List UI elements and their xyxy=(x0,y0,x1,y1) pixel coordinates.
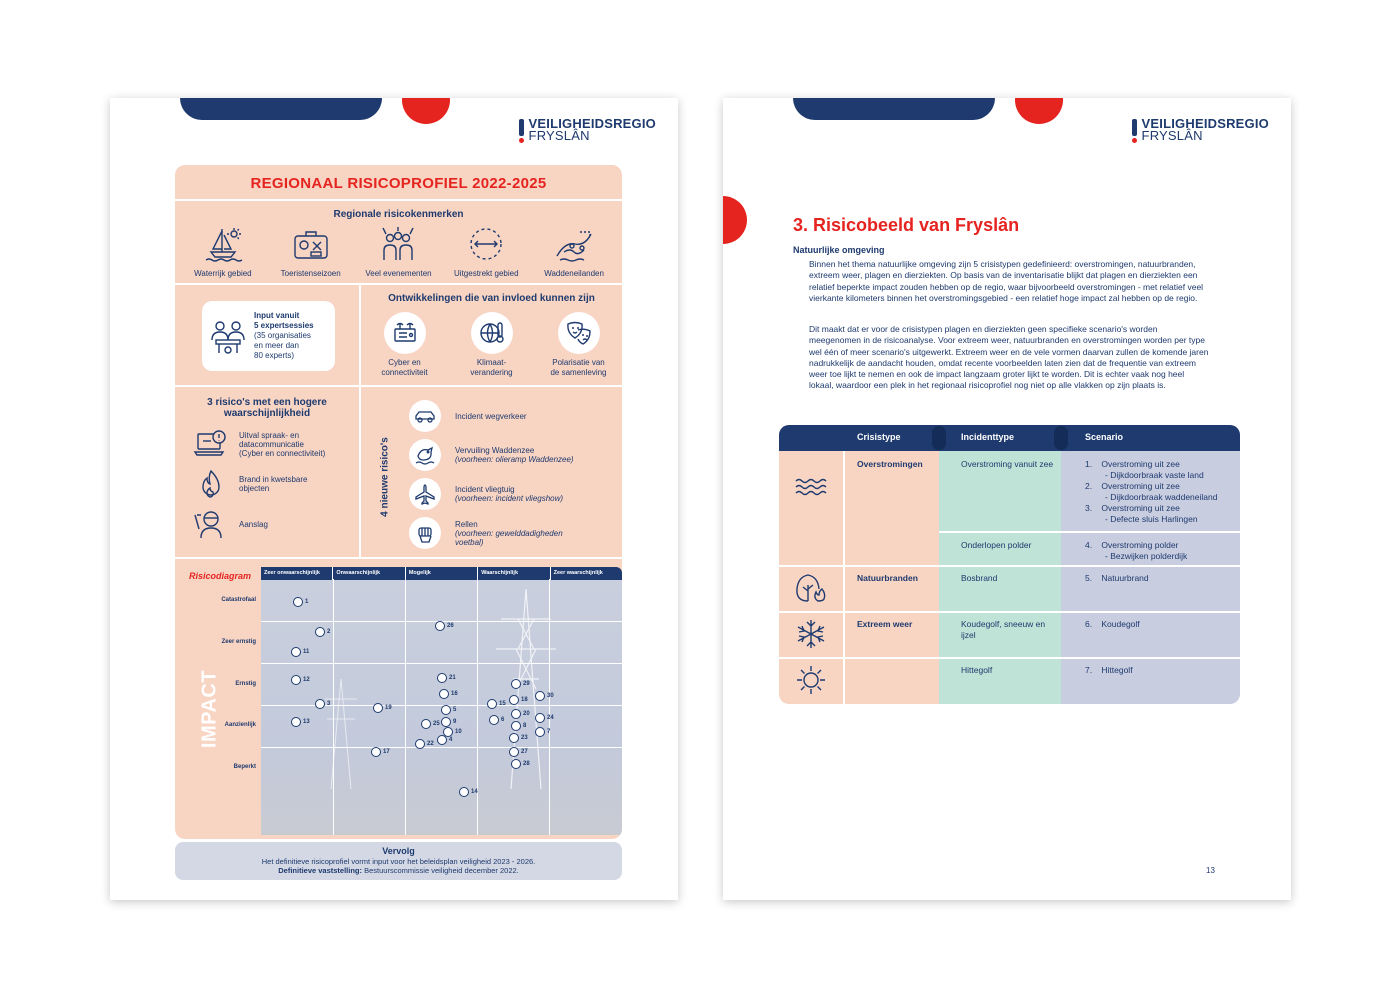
diagram-title: Risicodiagram xyxy=(189,571,252,581)
impact-axis-text: IMPACT xyxy=(198,669,221,749)
luggage-icon xyxy=(291,226,331,262)
risk-marker-number: 22 xyxy=(427,741,434,747)
kenmerken-title: Regionale risicokenmerken xyxy=(333,209,464,220)
risk-marker-number: 13 xyxy=(303,719,310,725)
scenario-num: 4. xyxy=(1085,540,1093,550)
globe-thermometer-icon xyxy=(478,319,506,347)
vervolg-title: Vervolg xyxy=(382,846,415,856)
oil-bird-icon xyxy=(414,444,436,466)
risk-marker-number: 8 xyxy=(523,723,527,729)
left-page xyxy=(110,98,678,900)
logo-line1: VEILIGHEIDSREGIO xyxy=(1141,116,1269,131)
crisis-table xyxy=(779,425,1240,704)
development-label-line: connectiviteit xyxy=(381,368,428,377)
development-label xyxy=(370,358,440,378)
risk-marker-icon xyxy=(489,715,499,725)
diagram-column-label: Zeer onwaarschijnlijk xyxy=(264,570,320,576)
paragraph: Dit maakt dat er voor de crisistypen plagen en dierziekten geen specifieke scenario's worden meegenomen in de risicoanalyse. Voor extreem weer, natuurbranden en overstromingen worden per type wel één of meer scenario's uitgewerkt. Extreem weer en de vele vormen daarvan zullen de komende jaren nadrukkelijk de aandacht houden, omdat recente voorbeelden laten zien dat de frequentie van extreem weer toe lijkt te nemen en ook de impact langzaam groter lijkt te worden. Dit is echter vaak nog heel lokaal, waardoor een plek in het regionaal risicoprofiel nog niet op alle vlakken op zijn plaats is. xyxy=(809,324,1209,391)
risk-marker-icon xyxy=(511,759,521,769)
risk-marker-icon xyxy=(415,739,425,749)
development-item xyxy=(457,312,527,378)
logo-line2: FRYSLÂN xyxy=(528,128,590,143)
risk-marker-number: 1 xyxy=(305,599,309,605)
scenario-title: Overstroming uit zee xyxy=(1101,459,1180,469)
scenario-sub: - Dijkdoorbraak waddeneiland xyxy=(1105,492,1218,502)
risk-item xyxy=(193,429,359,459)
logo xyxy=(1132,118,1269,143)
development-label-line: verandering xyxy=(470,368,513,377)
risk-marker xyxy=(489,715,504,725)
kenmerk-label: Toeristenseizoen xyxy=(280,269,341,278)
kenmerk-label: Uitgestrekt gebied xyxy=(454,269,519,278)
impact-row-label: Catastrofaal xyxy=(221,597,256,603)
logo xyxy=(519,118,656,143)
risk-marker xyxy=(291,717,310,727)
scenario-title: Overstroming polder xyxy=(1101,540,1179,550)
scenario-item xyxy=(1085,481,1217,503)
laptop-alert-icon xyxy=(193,429,229,459)
decor-dot xyxy=(402,98,450,124)
risk-marker xyxy=(509,747,528,757)
risk-diagram xyxy=(175,559,622,835)
kenmerk-label: Waterrijk gebied xyxy=(194,269,252,278)
risk-marker-icon xyxy=(441,717,451,727)
risk-marker xyxy=(441,717,456,727)
new-risk-title: Incident wegverkeer xyxy=(455,411,527,421)
risk-marker-number: 20 xyxy=(523,711,530,717)
scenario-item xyxy=(1085,573,1149,584)
development-label xyxy=(544,358,614,378)
incident-type: Bosbrand xyxy=(961,573,998,583)
risk-marker-icon xyxy=(441,705,451,715)
decor-pill xyxy=(793,98,995,120)
scenario-item xyxy=(1085,665,1133,676)
crowd-icon xyxy=(378,226,418,262)
risk-marker xyxy=(511,709,530,719)
scenario-title: Natuurbrand xyxy=(1101,573,1149,583)
row-expert-development xyxy=(175,285,622,387)
risk-marker-number: 23 xyxy=(521,735,528,741)
risk-marker xyxy=(415,739,434,749)
risk-marker-number: 18 xyxy=(521,697,528,703)
vervolg-box xyxy=(175,842,622,880)
risk-marker-icon xyxy=(373,703,383,713)
risk-item-text xyxy=(239,475,307,493)
expert-bold2: 5 expertsessies xyxy=(254,321,314,330)
risk-marker-number: 25 xyxy=(433,721,440,727)
logo-mark-icon xyxy=(519,119,524,143)
diagram-column-label: Zeer waarschijnlijk xyxy=(550,567,622,580)
risk-marker xyxy=(509,733,528,743)
risk-text-line: Uitval spraak- en xyxy=(239,430,300,440)
risk-marker-number: 5 xyxy=(453,707,457,713)
risk-marker-number: 7 xyxy=(547,729,551,735)
logo-line1: VEILIGHEIDSREGIO xyxy=(528,116,656,131)
risk-marker xyxy=(291,675,310,685)
crisis-type: Extreem weer xyxy=(857,619,913,629)
risk-marker xyxy=(315,699,330,709)
diagram-column-label: Waarschijnlijk xyxy=(477,567,549,580)
kenmerk-item xyxy=(269,226,353,278)
risk-marker-number: 6 xyxy=(501,717,505,723)
paragraph: Binnen het thema natuurlijke omgeving zijn 5 crisistypen gedefinieerd: overstromingen, natuurbranden, extreem weer, plagen en dierziekten. Op basis van de inventarisatie blijkt dat plagen en dierziekten een relatief beperkte impact zouden hebben op de regio, waar bijvoorbeeld overstromingen - met relatief veel vierkante kilometers binnen het overstromingsgebied - een relatief hoge impact zal hebben op de regio. xyxy=(809,259,1204,303)
risk-marker-icon xyxy=(371,747,381,757)
nieuwe-risicos-label xyxy=(365,437,405,517)
kenmerk-item xyxy=(532,226,616,278)
diagram-column-label: Mogelijk xyxy=(405,567,477,580)
crisis-type: Overstromingen xyxy=(857,459,923,469)
risk-marker xyxy=(437,673,456,683)
logo-mark-icon xyxy=(1132,119,1137,143)
impact-row-label: Beperkt xyxy=(233,764,256,770)
scenario-num: 1. xyxy=(1085,459,1093,469)
scenario-title: Hittegolf xyxy=(1101,665,1133,675)
flame-icon xyxy=(193,469,229,499)
risk-text-line: objecten xyxy=(239,484,270,493)
risk-marker xyxy=(487,699,506,709)
diagram-column-header xyxy=(261,567,622,580)
risk-marker xyxy=(441,705,456,715)
risk-marker xyxy=(511,759,530,769)
risk-marker-icon xyxy=(315,699,325,709)
grid-line xyxy=(261,663,622,664)
risk-text-line: datacommunicatie xyxy=(239,439,304,449)
risk-marker xyxy=(437,735,452,745)
car-icon xyxy=(414,405,436,427)
decor-pill xyxy=(180,98,382,120)
scenario-item xyxy=(1085,503,1217,525)
distance-icon xyxy=(466,226,506,262)
development-label-line: de samenleving xyxy=(550,368,607,377)
risk-marker-number: 10 xyxy=(455,729,462,735)
risk-marker xyxy=(535,713,554,723)
risk-marker xyxy=(293,597,308,607)
scenario-num: 3. xyxy=(1085,503,1093,513)
risk-marker xyxy=(511,679,530,689)
risk-marker xyxy=(459,787,478,797)
new-risk-item xyxy=(409,437,622,473)
scenario-sub: - Dijkdoorbraak vaste land xyxy=(1105,470,1204,480)
decor-side-dot xyxy=(723,196,747,244)
risk-marker-number: 4 xyxy=(449,737,453,743)
risk-marker xyxy=(421,719,440,729)
development-label-line: Klimaat- xyxy=(476,358,507,367)
expert-bold1: Input vanuit xyxy=(254,311,300,320)
new-risk-item xyxy=(409,398,622,434)
risk-marker xyxy=(315,627,330,637)
risk-marker-icon xyxy=(291,647,301,657)
development-label-line: Polarisatie van xyxy=(552,358,605,367)
risk-marker-icon xyxy=(291,717,301,727)
risk-marker-icon xyxy=(437,735,447,745)
risk-marker-icon xyxy=(511,709,521,719)
new-risk-note: (voorheen: olieramp Waddenzee) xyxy=(455,455,574,464)
risk-marker xyxy=(511,721,526,731)
risk-item-text: Aanslag xyxy=(239,519,268,529)
risk-marker-number: 15 xyxy=(499,701,506,707)
vervolg-line2 xyxy=(175,866,622,875)
impact-axis-label xyxy=(195,669,225,749)
infographic xyxy=(175,165,622,839)
table-header-cell: Incidenttype xyxy=(961,432,1015,442)
risk-marker xyxy=(435,621,454,631)
kenmerken-section xyxy=(175,201,622,285)
risk-marker-icon xyxy=(437,673,447,683)
grid-line xyxy=(405,579,406,835)
risk-marker-icon xyxy=(421,719,431,729)
development-label xyxy=(457,358,527,378)
row-risks xyxy=(175,387,622,559)
infographic-title: REGIONAAL RISICOPROFIEL 2022-2025 xyxy=(175,165,622,201)
risk-marker-icon xyxy=(511,679,521,689)
risico3-title-line: waarschijnlijkheid xyxy=(223,408,311,419)
router-icon xyxy=(391,319,419,347)
development-label-line: Cyber en xyxy=(388,358,421,367)
risk-marker-icon xyxy=(291,675,301,685)
vervolg-line2-bold: Definitieve vaststelling: xyxy=(278,866,363,875)
sun-icon xyxy=(794,663,828,697)
scenario-title: Overstroming uit zee xyxy=(1101,503,1180,513)
table-header-cell: Crisistype xyxy=(857,432,901,442)
vervolg-line2-rest: Bestuurscommissie veiligheid december 2022. xyxy=(362,866,519,875)
risk-marker-number: 14 xyxy=(471,789,478,795)
risk-marker-icon xyxy=(487,699,497,709)
risk-marker-number: 16 xyxy=(451,691,458,697)
right-page xyxy=(723,98,1291,900)
kenmerk-item xyxy=(444,226,528,278)
pylon-illustration xyxy=(321,679,361,789)
kenmerk-label: Waddeneilanden xyxy=(544,269,604,278)
risk-marker-icon xyxy=(509,695,519,705)
nieuwe-risicos-text: 4 nieuwe risico's xyxy=(379,437,391,517)
island-icon xyxy=(554,226,594,262)
risk-marker-number: 27 xyxy=(521,749,528,755)
sailboat-icon xyxy=(203,226,243,262)
tree-fire-icon xyxy=(794,571,828,605)
page-number: 13 xyxy=(1206,866,1215,875)
new-risk-item xyxy=(409,476,622,512)
risk-marker xyxy=(291,647,309,657)
waves-icon xyxy=(794,469,828,503)
grid-line xyxy=(333,579,334,835)
risk-marker xyxy=(535,727,550,737)
risk-item xyxy=(193,469,359,499)
snowflake-icon xyxy=(794,617,828,651)
scenario-num: 5. xyxy=(1085,573,1093,583)
risk-marker xyxy=(373,703,392,713)
ontwikkelingen-title: Ontwikkelingen die van invloed kunnen zijn xyxy=(388,293,595,304)
development-item xyxy=(370,312,440,378)
risk-item-text xyxy=(239,431,325,458)
risk-text-line: Brand in kwetsbare xyxy=(239,475,308,484)
risk-marker-number: 29 xyxy=(523,681,530,687)
grid-line xyxy=(261,747,622,748)
risk-marker-icon xyxy=(439,689,449,699)
vervolg-line1: Het definitieve risicoprofiel vormt input voor het beleidsplan veiligheid 2023 - 2026. xyxy=(261,857,536,866)
risk-marker-icon xyxy=(435,621,445,631)
scenario-num: 6. xyxy=(1085,619,1093,629)
logo-line2: FRYSLÂN xyxy=(1141,128,1203,143)
new-risk-title: Vervuiling Waddenzee xyxy=(455,446,535,455)
scenario-list xyxy=(1085,540,1187,562)
risk-text-line: (Cyber en connectiviteit) xyxy=(239,448,326,458)
risk-marker-icon xyxy=(509,733,519,743)
risk-marker-icon xyxy=(535,727,545,737)
risk-marker-icon xyxy=(511,721,521,731)
decor-dot xyxy=(1015,98,1063,124)
kenmerk-label: Veel evenementen xyxy=(365,269,432,278)
expert-line1: (35 organisaties xyxy=(254,331,311,340)
scenario-title: Overstroming uit zee xyxy=(1101,481,1180,491)
risk-marker-icon xyxy=(535,713,545,723)
risk-marker-icon xyxy=(293,597,303,607)
risk-marker xyxy=(439,689,458,699)
incident-type: Overstroming vanuit zee xyxy=(961,459,1054,469)
new-risk-note: voetbal) xyxy=(455,537,484,547)
impact-row-label: Ernstig xyxy=(235,681,256,687)
risk-marker-icon xyxy=(315,627,325,637)
terrorist-icon xyxy=(193,509,229,539)
new-risk-note: (voorheen: gewelddadigheden xyxy=(455,528,563,538)
grid-line xyxy=(549,579,550,835)
incident-type: Hittegolf xyxy=(961,665,993,675)
impact-row-label: Aanzienlijk xyxy=(224,722,256,728)
risk-marker xyxy=(371,747,390,757)
table-header xyxy=(779,425,1240,451)
risk-marker-number: 26 xyxy=(447,623,454,629)
scenario-item xyxy=(1085,459,1217,481)
diagram-column-label: Onwaarschijnlijk xyxy=(332,567,404,580)
risico3-title-line: 3 risico's met een hogere xyxy=(207,397,327,408)
new-risk-title: Rellen xyxy=(455,519,478,529)
risk-marker-number: 17 xyxy=(383,749,390,755)
new-risk-note: (voorheen: incident vliegshow) xyxy=(455,494,564,503)
airplane-icon xyxy=(414,483,436,505)
scenario-num: 2. xyxy=(1085,481,1093,491)
scenario-item xyxy=(1085,619,1140,630)
incident-type: Onderlopen polder xyxy=(961,540,1032,550)
new-risk-title: Incident vliegtuig xyxy=(455,485,515,494)
risk-marker-icon xyxy=(459,787,469,797)
risk-marker-icon xyxy=(535,691,545,701)
masks-icon xyxy=(565,319,593,347)
section-title: 3. Risicobeeld van Fryslân xyxy=(793,215,1020,235)
risk-marker xyxy=(535,691,554,701)
risk-marker-number: 9 xyxy=(453,719,457,725)
scenario-sub: - Bezwijken polderdijk xyxy=(1105,551,1188,561)
risk-marker-number: 28 xyxy=(523,761,530,767)
fist-icon xyxy=(414,522,436,544)
section-subtitle: Natuurlijke omgeving xyxy=(793,245,885,255)
expert-box xyxy=(202,301,335,371)
risk-marker-number: 12 xyxy=(303,677,310,683)
meeting-icon xyxy=(208,316,248,356)
expert-line2: en meer dan xyxy=(254,341,299,350)
new-risk-item xyxy=(409,515,622,551)
risk-marker-number: 19 xyxy=(385,705,392,711)
crisis-type: Natuurbranden xyxy=(857,573,918,583)
kenmerk-item xyxy=(356,226,440,278)
impact-row-label: Zeer ernstig xyxy=(221,639,256,645)
risk-marker-icon xyxy=(509,747,519,757)
expert-line3: 80 experts) xyxy=(254,351,295,360)
table-header-cell: Scenario xyxy=(1085,432,1124,442)
risico3-title xyxy=(175,397,359,419)
scenario-sub: - Defecte sluis Harlingen xyxy=(1105,514,1198,524)
scenario-list xyxy=(1085,459,1217,525)
risk-marker-number: 24 xyxy=(547,715,554,721)
risk-item xyxy=(193,509,359,539)
risk-marker-number: 21 xyxy=(449,675,456,681)
development-item xyxy=(544,312,614,378)
incident-type: Koudegolf, sneeuw en ijzel xyxy=(961,619,1046,640)
kenmerk-item xyxy=(181,226,265,278)
risk-marker xyxy=(509,695,528,705)
risk-marker-number: 30 xyxy=(547,693,554,699)
scenario-title: Koudegolf xyxy=(1101,619,1140,629)
risk-marker-number: 3 xyxy=(327,701,331,707)
risk-marker-number: 11 xyxy=(303,649,310,655)
scenario-item xyxy=(1085,540,1187,562)
scenario-num: 7. xyxy=(1085,665,1093,675)
risk-marker-number: 2 xyxy=(327,629,331,635)
